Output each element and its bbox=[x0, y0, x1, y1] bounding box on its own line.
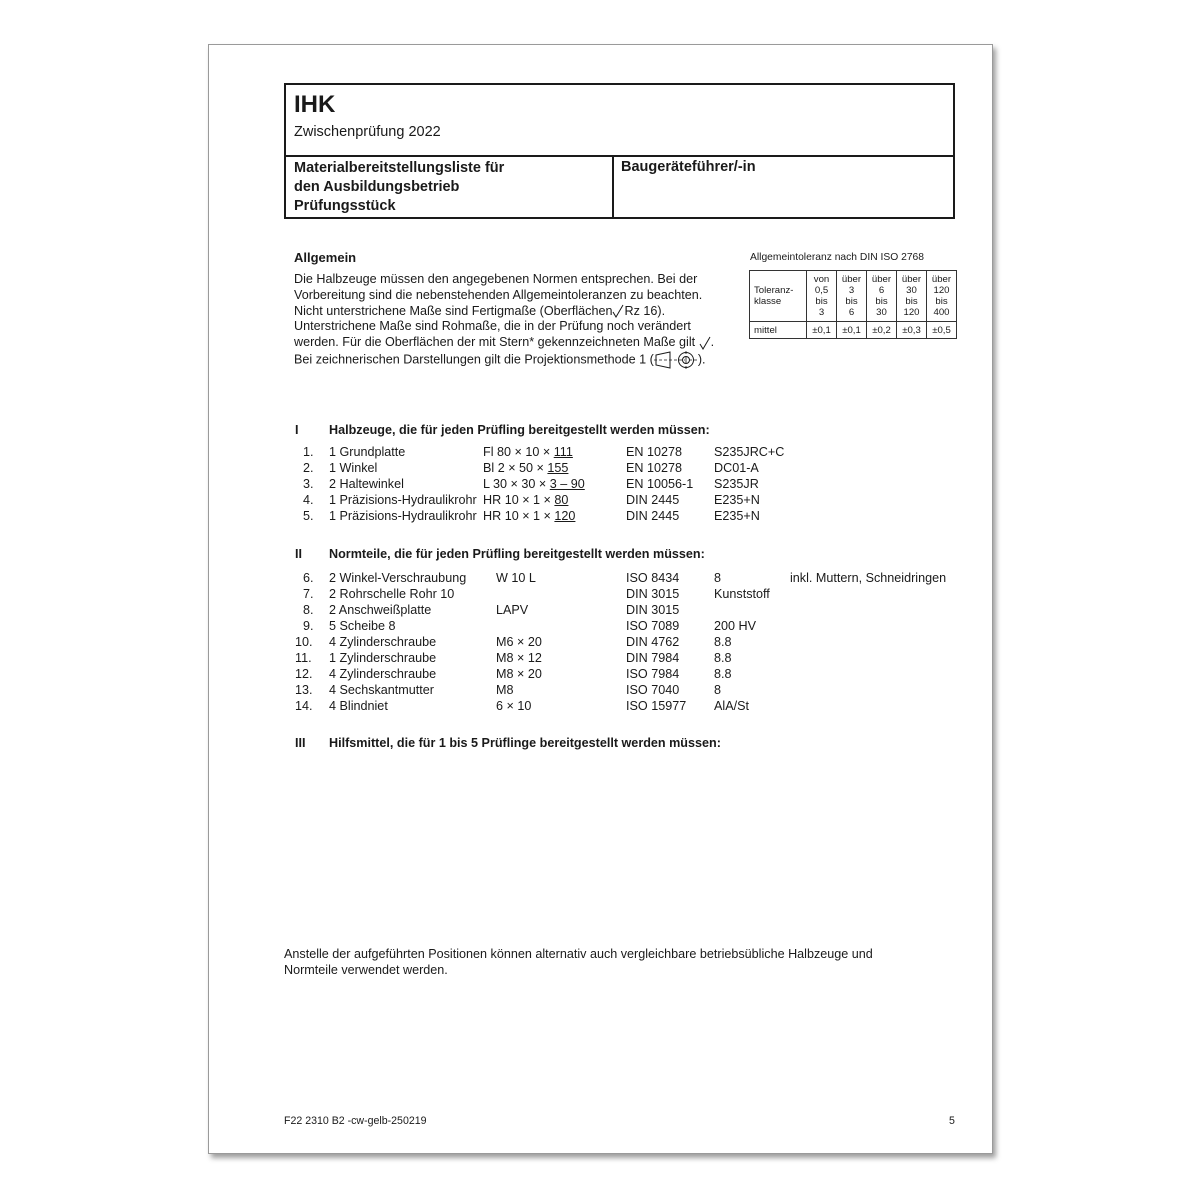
range-cell: über 3 bis 6 bbox=[837, 271, 867, 322]
document-title bbox=[294, 159, 504, 216]
header-title-cell bbox=[286, 155, 614, 217]
section1-num: I bbox=[295, 423, 299, 437]
tolerance-value-row bbox=[750, 322, 957, 339]
header-top bbox=[286, 85, 953, 157]
section2-num: II bbox=[295, 547, 302, 561]
text-line: werden. Für die Oberflächen der mit Stern* gekennzeichneten Maße gilt . bbox=[294, 335, 715, 350]
tolerance-caption: Allgemeintoleranz nach DIN ISO 2768 bbox=[750, 252, 924, 263]
class-label: klasse bbox=[754, 296, 782, 307]
text-line: Die Halbzeuge müssen den angegebenen Normen entsprechen. Bei der bbox=[294, 272, 698, 286]
section1-title: Halbzeuge, die für jeden Prüfling bereitgestellt werden müssen: bbox=[329, 423, 710, 437]
range-cell: über 120 bis 400 bbox=[927, 271, 957, 322]
exam-page: IHK Zwischenprüfung 2022 Materialbereitstellungsliste für den Ausbildungsbetrieb Prüfungsstück Baugeräteführer/-in Allgemein Die Halbzeuge müssen den angegebenen Normen entsprechen. Bei der Vorbereitung sind die nebenstehenden Allgemeintoleranzen zu beachten. Nicht unterstrichene Maße sind Fertigmaße (Oberflächen Rz 16). Unterstrichene Maße sind Rohmaße, die in der Prüfung noch verändert werden. Für die Oberflächen der mit Stern* gekennzeichneten Maße gilt . Bei zeichnerischen Darstellungen gilt die Projektionsmethode 1 ( ). Allgemeintoleranz nach DIN ISO 2768 Toleranz- klasse von 0,5 bis 3 über 3 bis 6 über 6 bis 30 über 30 bis 120 über 120 bis 400 mittel ±0,1 ±0,1 ±0,2 ±0,3 ±0,5 I Halbzeuge, die für jeden Prüfling bereitgestellt werden müssen: 1. 1 Grundplatte Fl 80 × 10 × 111 EN 10278 S235JRC+C 2. 1 Winkel Bl 2 × 50 × 155 EN 10278 DC01-A 3. 2 Haltewinkel L 30 × 30 × 3 – 90 EN 10056-1 S235JR 4. 1 Präzisions-Hydraulikrohr HR 10 × 1 × 80 DIN 2445 E235+N 5. 1 Präzisions-Hydraulikrohr HR 10 × 1 × 120 DIN 2445 E235+N II Normteile, die für jeden Prüfling bereitgestellt werden müssen: 6. 2 Winkel-Verschraubung W 10 L ISO 8434 8 inkl. Muttern, Schneidringen 7. 2 Rohrschelle Rohr 10 DIN 3015 Kunststoff 8. 2 Anschweißplatte LAPV DIN 3015 9. 5 Scheibe 8 ISO 7089 200 HV 10. 4 Zylinderschraube M6 × 20 DIN 4762 8.8 11. 1 Zylinderschraube M8 × 12 DIN 7984 8.8 12. 4 Zylinderschraube M8 × 20 ISO 7984 8.8 13. 4 Sechskantmutter M8 ISO 7040 8 14. 4 Blindniet 6 × 10 ISO 15977 AlA/St III Hilfsmittel, die für 1 bis 5 Prüflinge bereitgestellt werden müssen: Anstelle der aufgeführten Positionen können alternativ auch vergleichbare betriebsübliche Halbzeuge und Normteile verwendet werden. F22 2310 B2 -cw-gelb-250219 5 bbox=[208, 44, 993, 1154]
title-line: den Ausbildungsbetrieb bbox=[294, 179, 460, 195]
class-label: Toleranz- bbox=[754, 285, 794, 296]
org-name: IHK bbox=[294, 91, 336, 118]
footer-note bbox=[284, 946, 873, 978]
profession: Baugeräteführer/-in bbox=[621, 159, 756, 175]
tolerance-table bbox=[749, 270, 957, 339]
section3-title: Hilfsmittel, die für 1 bis 5 Prüflinge bereitgestellt werden müssen: bbox=[329, 736, 721, 750]
text-line: Nicht unterstrichene Maße sind Fertigmaße (Oberflächen Rz 16). bbox=[294, 303, 666, 318]
footer-line: Anstelle der aufgeführten Positionen können alternativ auch vergleichbare betriebsübliche Halbzeuge und bbox=[284, 947, 873, 961]
general-text bbox=[294, 272, 734, 369]
page-number: 5 bbox=[949, 1115, 955, 1127]
surface-finish-icon bbox=[699, 336, 711, 350]
title-line: Materialbereitstellungsliste für bbox=[294, 160, 505, 176]
text-line: Unterstrichene Maße sind Rohmaße, die in der Prüfung noch verändert bbox=[294, 319, 691, 334]
text-line: Bei zeichnerischen Darstellungen gilt die Projektionsmethode 1 ( ). bbox=[294, 351, 734, 369]
tolerance-value: ±0,1 bbox=[807, 322, 837, 339]
section3-num: III bbox=[295, 736, 306, 750]
projection-method-1-icon bbox=[654, 351, 698, 369]
general-heading: Allgemein bbox=[294, 250, 357, 265]
range-cell: über 6 bis 30 bbox=[867, 271, 897, 322]
range-cell: von 0,5 bis 3 bbox=[807, 271, 837, 322]
tolerance-value: ±0,2 bbox=[867, 322, 897, 339]
exam-name: Zwischenprüfung 2022 bbox=[294, 124, 441, 140]
row-label: mittel bbox=[750, 322, 807, 339]
tolerance-value: ±0,3 bbox=[897, 322, 927, 339]
tolerance-range-row bbox=[750, 271, 957, 322]
surface-finish-icon bbox=[612, 304, 624, 318]
footer-line: Normteile verwendet werden. bbox=[284, 963, 448, 977]
tolerance-value: ±0,1 bbox=[837, 322, 867, 339]
class-label-cell bbox=[750, 271, 807, 322]
text-line: Vorbereitung sind die nebenstehenden Allgemeintoleranzen zu beachten. bbox=[294, 287, 703, 302]
section2-title: Normteile, die für jeden Prüfling bereitgestellt werden müssen: bbox=[329, 547, 705, 561]
range-cell: über 30 bis 120 bbox=[897, 271, 927, 322]
title-line: Prüfungsstück bbox=[294, 198, 396, 214]
tolerance-value: ±0,5 bbox=[927, 322, 957, 339]
document-code: F22 2310 B2 -cw-gelb-250219 bbox=[284, 1115, 427, 1127]
header-box bbox=[284, 83, 955, 219]
